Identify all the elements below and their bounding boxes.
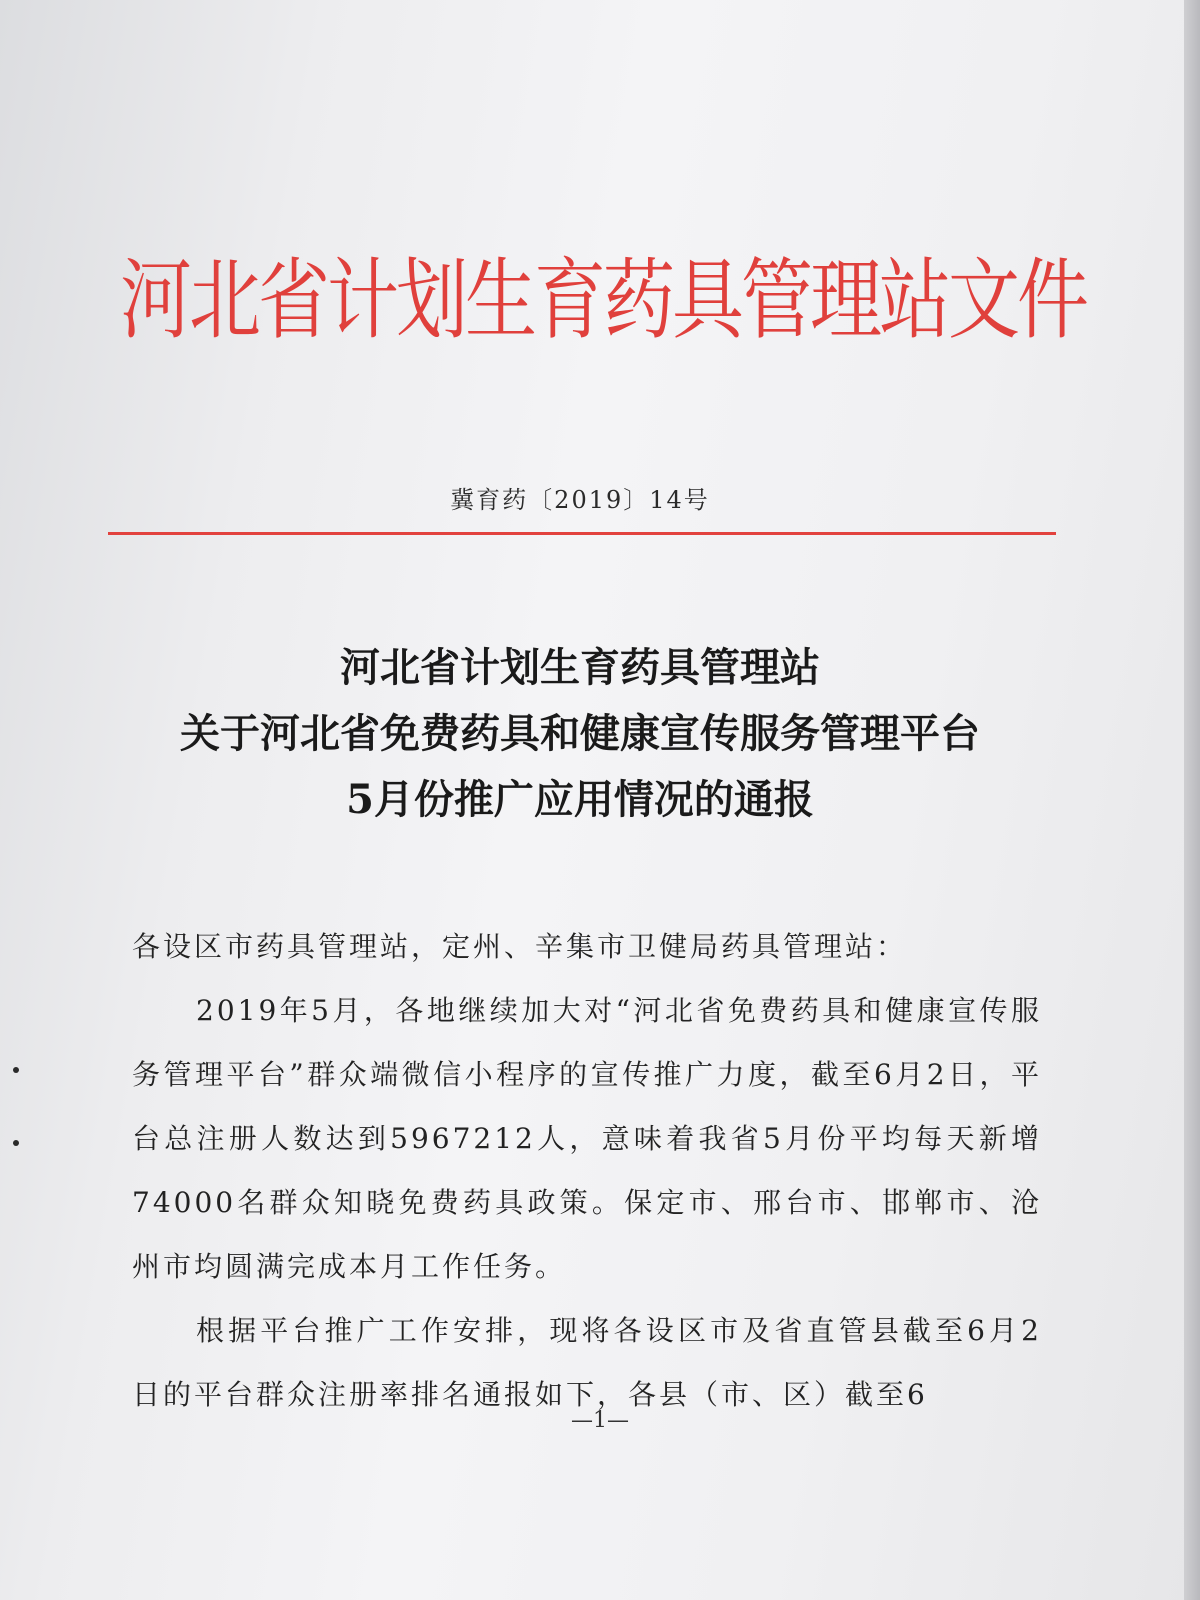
page-number: —1— bbox=[571, 1408, 629, 1433]
document-title bbox=[100, 644, 1060, 846]
document-masthead: 河北省计划生育药具管理站文件 bbox=[120, 248, 1087, 352]
binding-hole bbox=[13, 1140, 19, 1146]
binding-hole bbox=[13, 1067, 19, 1073]
title-line-3: 5月份推广应用情况的通报 bbox=[346, 776, 814, 823]
document-body bbox=[132, 915, 1042, 1427]
document-number: 冀育药〔2019〕14号 bbox=[450, 486, 710, 514]
page-edge bbox=[1184, 0, 1200, 1600]
body-paragraph-1: 2019年5月，各地继续加大对“河北省免费药具和健康宣传服务管理平台”群众端微信小程序的宣传推广力度，截至6月2日，平台总注册人数达到5967212人，意味着我省5月份平均每天新增74000名群众知晓免费药具政策。保定市、邢台市、邯郸市、沧州市均圆满完成本月工作任务。 bbox=[132, 994, 1042, 1283]
title-line-2: 关于河北省免费药具和健康宣传服务管理平台 bbox=[180, 710, 980, 757]
title-line-1: 河北省计划生育药具管理站 bbox=[340, 644, 820, 691]
body-paragraph-2: 根据平台推广工作安排，现将各设区市及省直管县截至6月2日的平台群众注册率排名通报如下，各县（市、区）截至6 bbox=[132, 1314, 1042, 1411]
salutation: 各设区市药具管理站，定州、辛集市卫健局药具管理站： bbox=[132, 930, 908, 963]
red-divider-line bbox=[108, 532, 1056, 535]
